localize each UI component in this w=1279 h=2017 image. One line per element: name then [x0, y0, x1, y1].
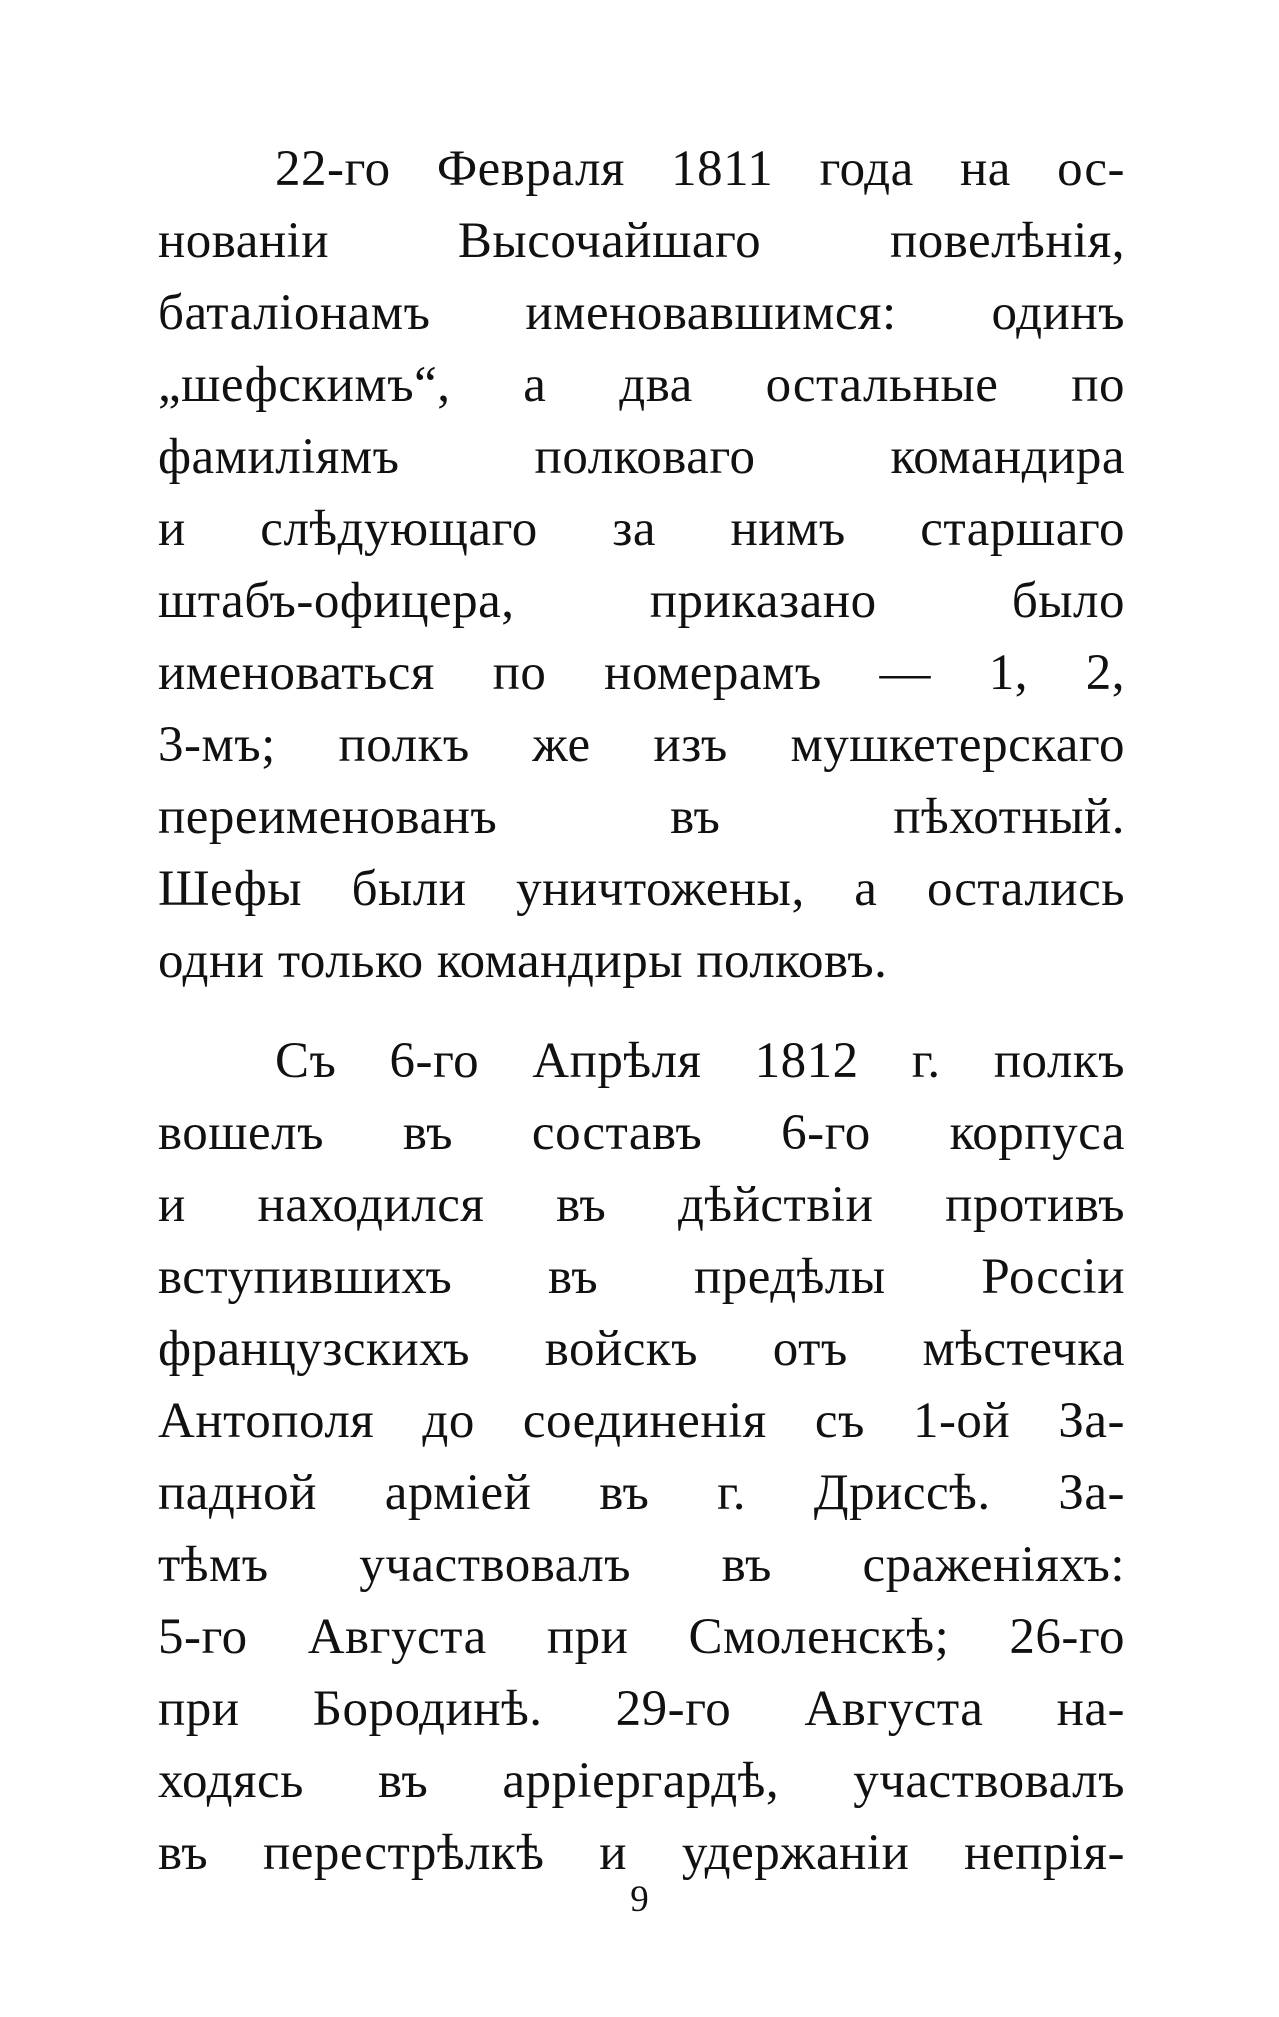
text-line: падной арміей въ г. Дриссѣ. За-: [158, 1465, 1125, 1521]
text-line: именоваться по номерамъ — 1, 2,: [158, 645, 1125, 701]
text-line: вошелъ въ составъ 6-го корпуса: [158, 1105, 1125, 1161]
paragraph-2: [158, 1025, 1125, 1889]
text-line: при Бородинѣ. 29-го Августа на-: [158, 1681, 1125, 1737]
text-line: 22-го Февраля 1811 года на ос-: [275, 141, 1125, 197]
text-line: нованіи Высочайшаго повелѣнія,: [158, 213, 1125, 269]
text-line: Съ 6-го Апрѣля 1812 г. полкъ: [275, 1033, 1125, 1089]
text-line: штабъ-офицера, приказано было: [158, 573, 1125, 629]
text-line: одни только командиры полковъ.: [158, 933, 888, 989]
text-line: Шефы были уничтожены, а остались: [158, 861, 1125, 917]
text-line: 3-мъ; полкъ же изъ мушкетерскаго: [158, 717, 1125, 773]
text-line: 5-го Августа при Смоленскѣ; 26-го: [158, 1609, 1125, 1665]
text-line: баталіонамъ именовавшимся: одинъ: [158, 285, 1125, 341]
text-line: въ перестрѣлкѣ и удержаніи непрія-: [158, 1825, 1125, 1881]
text-line: и слѣдующаго за нимъ старшаго: [158, 501, 1125, 557]
text-line: фамиліямъ полковаго командира: [158, 429, 1125, 485]
paragraph-1: [158, 133, 1125, 997]
text-line: и находился въ дѣйствіи противъ: [158, 1177, 1125, 1233]
text-line: тѣмъ участвовалъ въ сраженіяхъ:: [158, 1537, 1125, 1593]
text-line: ходясь въ аррiергардѣ, участвовалъ: [158, 1753, 1125, 1809]
page-number: 9: [630, 1879, 649, 1920]
text-line: Антополя до соединенія съ 1-ой За-: [158, 1393, 1125, 1449]
text-line: французскихъ войскъ отъ мѣстечка: [158, 1321, 1125, 1377]
text-line: переименованъ въ пѣхотный.: [158, 789, 1125, 845]
text-line: „шефскимъ“, а два остальные по: [158, 357, 1125, 413]
text-line: вступившихъ въ предѣлы Россіи: [158, 1249, 1125, 1305]
